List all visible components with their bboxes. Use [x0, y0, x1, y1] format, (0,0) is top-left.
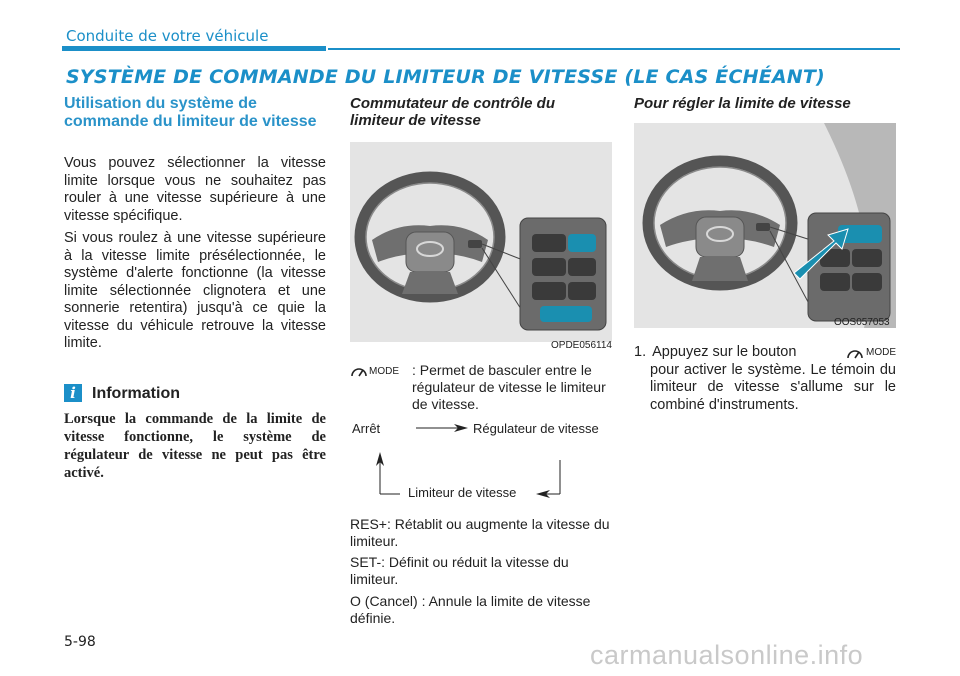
set-description: Définit ou réduit la vitesse du limiteur.: [350, 554, 569, 587]
mode-label-1: MODE: [369, 366, 399, 377]
cancel-description: Annule la limite de vitesse définie.: [350, 593, 591, 626]
mode-label-2: MODE: [866, 347, 896, 358]
col1-paragraph-1: Vous pouvez sélectionner la vitesse limite lorsque vous ne souhaitez pas rouler à une vitesse supérieure à une vitesse spécifique.: [64, 155, 326, 224]
diagram-limiter-label: Limiteur de vitesse: [408, 485, 517, 500]
cancel-definition: [350, 593, 612, 627]
res-definition: [350, 516, 612, 550]
diagram-arrows: [350, 418, 612, 502]
steering-wheel-illustration-2: [634, 123, 896, 328]
col3-heading: Pour régler la limite de vitesse: [634, 95, 851, 112]
page-number: 5-98: [64, 634, 96, 650]
step-1-text-post: pour activer le système. Le témoin du limiteur de vitesse s'allume sur le combiné d'instruments.: [650, 361, 896, 413]
header-rule-thick: [62, 46, 326, 51]
step-1-number: 1.: [634, 344, 647, 360]
step-1-first-line: [634, 344, 896, 362]
res-description: Rétablit ou augmente la vitesse du limiteur.: [350, 516, 610, 549]
mode-button-icon-1: [350, 364, 410, 380]
mode-description: : Permet de basculer entre le régulateur de vitesse le limiteur de vitesse.: [412, 362, 606, 412]
page-title: SYSTÈME DE COMMANDE DU LIMITEUR DE VITESSE (LE CAS ÉCHÉANT): [66, 66, 825, 88]
col2-heading: Commutateur de contrôle du limiteur de vitesse: [350, 95, 556, 129]
mode-cycle-diagram: [350, 418, 612, 502]
res-label: RES+:: [350, 516, 391, 532]
step-1: [634, 344, 896, 414]
info-title: Information: [92, 385, 180, 402]
info-icon: i: [64, 384, 82, 402]
mode-button-icon-2: [846, 344, 896, 362]
set-definition: [350, 554, 612, 588]
col1-heading: Utilisation du système de commande du limiteur de vitesse: [64, 95, 317, 130]
image-code-2: OOS057053: [834, 317, 890, 328]
image-code-1: OPDE056114: [551, 340, 612, 351]
header-rule-thin: [328, 48, 900, 50]
set-label: SET-:: [350, 554, 386, 570]
steering-wheel-illustration-1: [350, 142, 612, 342]
steering-wheel-svg-1: [350, 142, 612, 342]
col1-paragraph-2: Si vous roulez à une vitesse supérieure à la vitesse limite présélectionnée, le système d'alerte fonctionne (la vitesse limite sélectionnée clignotera et une sonnerie retentira) jusqu'à ce quie la vitesse du véhicule retrouve la vitesse limite.: [64, 230, 326, 351]
info-text: Lorsque la commande de la limite de vitesse fonctionne, le système de régulateur de vitesse ne peut pas être activé.: [64, 411, 326, 481]
watermark: carmanualsonline.info: [590, 640, 864, 670]
speedometer-icon: [846, 346, 864, 360]
diagram-off-label: Arrêt: [352, 421, 381, 436]
section-tag: Conduite de votre véhicule: [66, 27, 269, 45]
diagram-cruise-label: Régulateur de vitesse: [473, 421, 599, 436]
step-1-text-pre: Appuyez sur le bouton: [652, 344, 797, 360]
cancel-label: O (Cancel) :: [350, 593, 426, 609]
steering-wheel-svg-2: [634, 123, 896, 328]
